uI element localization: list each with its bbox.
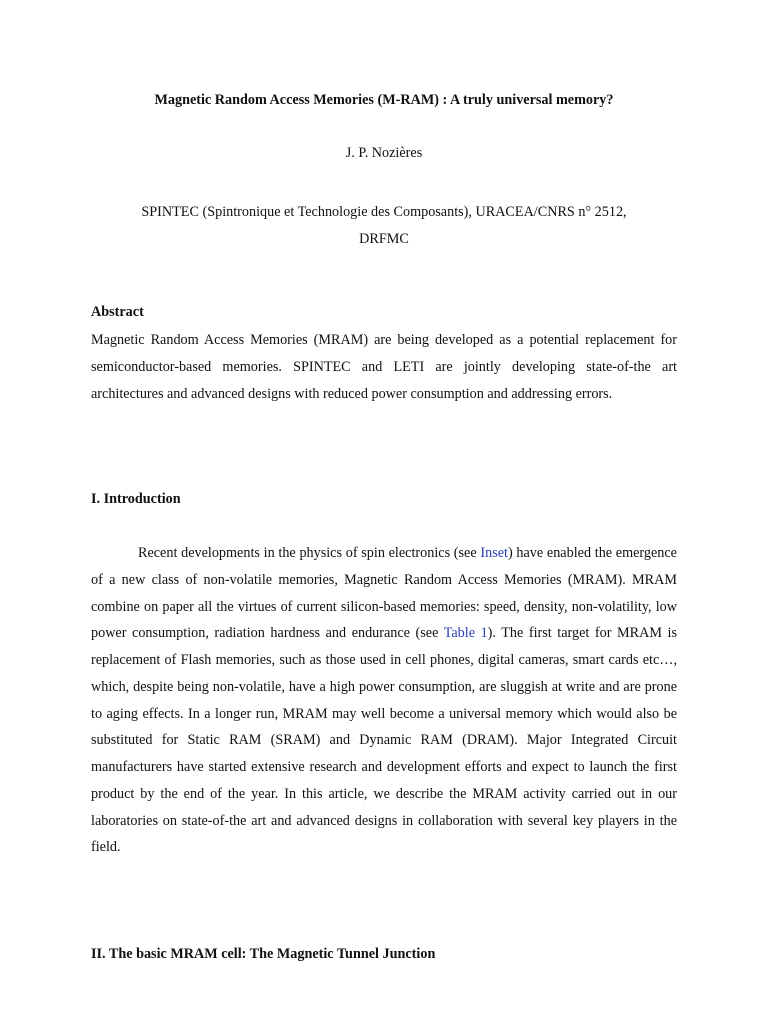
table-1-link[interactable]: Table 1 [443, 625, 488, 642]
introduction-paragraph [91, 540, 677, 861]
abstract-text: Magnetic Random Access Memories (MRAM) are being developed as a potential replacement for semiconductor-based memories. SPINTEC and LETI are jointly developing state-of-the art architectures and advanced designs with reduced power consumption and addressing errors. [91, 332, 677, 402]
paper-title: Magnetic Random Access Memories (M-RAM) : A truly universal memory? [154, 92, 614, 108]
abstract-heading: Abstract [91, 304, 144, 320]
intro-text-1: Recent developments in the physics of spin electronics (see [138, 545, 481, 561]
intro-text-2: ) have enabled the emergence of a new class of non-volatile memories, Magnetic Random Access Memories (MRAM). MRAM combine on paper all the virtues of current silicon-based memories: speed, density, non-volatility, low power consumption, radiation hardness and endurance (see [91, 545, 677, 642]
introduction-heading: I. Introduction [91, 491, 181, 507]
inset-link[interactable]: Inset [480, 545, 508, 561]
affiliation-line-2: DRFMC [359, 231, 409, 247]
intro-text-3: ). The first target for MRAM is replacement of Flash memories, such as those used in cell phones, digital cameras, smart cards etc…, which, despite being non-volatile, have a high power consumption, are sluggish at write and are prone to aging effects. In a longer run, MRAM may well become a universal memory which would also be substituted for Static RAM (SRAM) and Dynamic RAM (DRAM). Major Integrated Circuit manufacturers have started extensive research and development efforts and expect to launch the first product by the end of the year. In this article, we describe the MRAM activity carried out in our laboratories on state-of-the art and advanced designs in collaboration with several key players in the field. [91, 625, 677, 856]
affiliation-line-1: SPINTEC (Spintronique et Technologie des Composants), URACEA/CNRS n° 2512, [141, 204, 627, 220]
section-2-heading: II. The basic MRAM cell: The Magnetic Tunnel Junction [91, 946, 436, 962]
author-name: J. P. Nozières [345, 145, 423, 161]
affiliation [100, 199, 668, 253]
